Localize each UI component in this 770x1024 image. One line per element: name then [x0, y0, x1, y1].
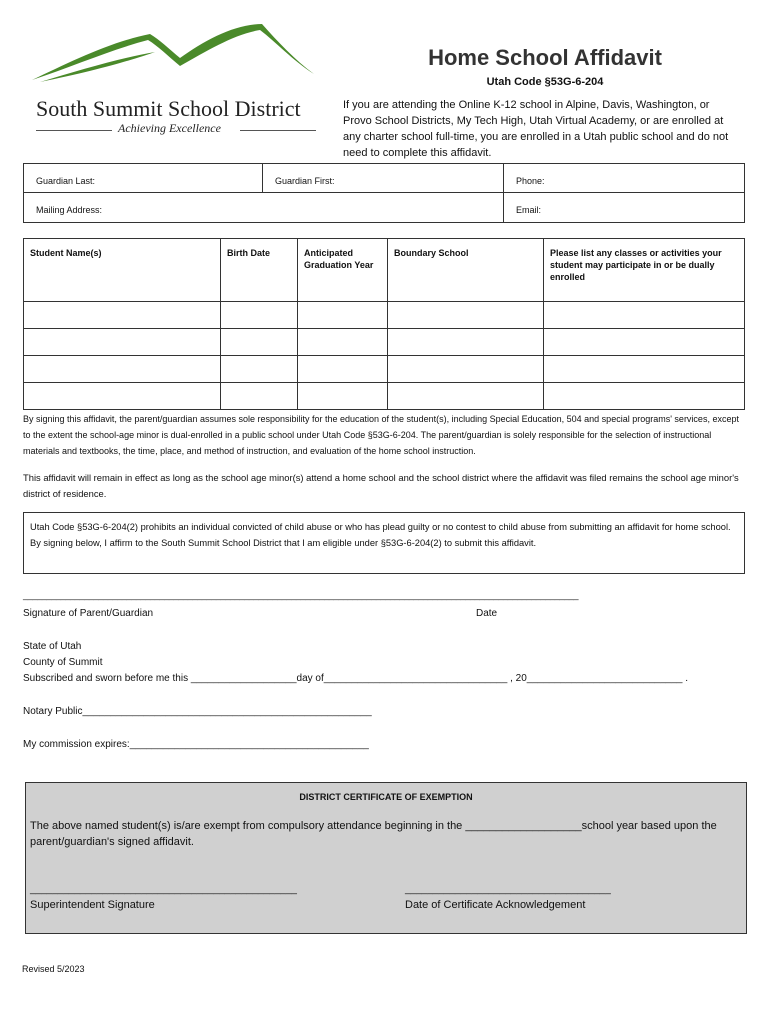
table-cell[interactable]	[221, 302, 298, 329]
certificate-date-line[interactable]: _____________________________________	[405, 884, 611, 895]
commission-expires-line[interactable]: My commission expires:___________________________________________	[23, 739, 369, 750]
table-cell[interactable]	[24, 329, 221, 356]
table-cell[interactable]	[388, 356, 544, 383]
intro-text: If you are attending the Online K-12 school in Alpine, Davis, Washington, or Provo School Districts, My Tech High, Utah Virtual Academy, or are enrolled at any charter school full-time, you are enrolled in a Utah public school and do not need to complete this affidavit.	[343, 99, 729, 159]
table-cell[interactable]	[24, 302, 221, 329]
guardian-first-field[interactable]	[263, 164, 504, 193]
guardian-last-field[interactable]	[24, 164, 263, 193]
table-cell[interactable]	[221, 383, 298, 410]
table-cell[interactable]	[388, 383, 544, 410]
table-cell[interactable]	[298, 383, 388, 410]
table-cell[interactable]	[388, 302, 544, 329]
effect-paragraph: This affidavit will remain in effect as long as the school age minor(s) attend a home school and the school district where the affidavit was filed remains the school age minor's district of residence.	[23, 472, 739, 499]
superintendent-signature-line[interactable]: ________________________________________________	[30, 884, 297, 895]
sworn-line[interactable]: Subscribed and sworn before me this ___________________day of_________________________________ , 20____________________________ .	[23, 673, 689, 684]
email-field[interactable]	[504, 193, 745, 223]
table-cell[interactable]	[544, 383, 745, 410]
mailing-address-label: Mailing Address:	[36, 205, 103, 215]
col-boundary-school: Boundary School	[388, 239, 544, 302]
phone-field[interactable]	[504, 164, 745, 193]
county-text: County of Summit	[23, 657, 103, 668]
table-cell[interactable]	[298, 356, 388, 383]
signature-date-label: Date	[476, 608, 498, 619]
tagline-divider-left	[36, 130, 112, 131]
table-row	[24, 302, 745, 329]
superintendent-signature-label: Superintendent Signature	[30, 899, 155, 911]
page-title: Home School Affidavit	[428, 45, 662, 70]
district-tagline: Achieving Excellence	[118, 121, 221, 135]
guardian-first-label: Guardian First:	[275, 176, 335, 186]
certificate-text: The above named student(s) is/are exempt from compulsory attendance beginning in the ___________________school year based upon the parent/guardian's signed affidavit.	[30, 820, 717, 848]
prohibition-text: Utah Code §53G-6-204(2) prohibits an individual convicted of child abuse or who has plead guilty or no contest to child abuse from submitting an affidavit for home school. By signing below, I affirm to the South Summit School District that I am eligible under §53G-6-204(2) to submit this affidavit.	[30, 522, 731, 548]
col-birth-date: Birth Date	[221, 239, 298, 302]
table-cell[interactable]	[388, 329, 544, 356]
certificate-title: DISTRICT CERTIFICATE OF EXEMPTION	[299, 792, 473, 802]
certificate-box	[25, 782, 747, 934]
table-cell[interactable]	[544, 329, 745, 356]
table-cell[interactable]	[298, 329, 388, 356]
responsibility-paragraph: By signing this affidavit, the parent/guardian assumes sole responsibility for the education of the student(s), including Special Education, 504 and special programs' services, except to the extent the school-age minor is dual-enrolled in a public school under Utah Code §53G-6-204. The parent/guardian is solely responsible for the selection of instructional materials and textbooks, the time, place, and method of instruction, and evaluation of the home school instruction.	[23, 414, 739, 456]
certificate-date-label: Date of Certificate Acknowledgement	[405, 899, 586, 911]
mailing-address-field[interactable]	[24, 193, 504, 223]
students-table	[23, 238, 745, 410]
tagline-divider-right	[240, 130, 316, 131]
notary-public-line[interactable]: Notary Public____________________________________________________	[23, 706, 372, 717]
table-cell[interactable]	[24, 356, 221, 383]
table-cell[interactable]	[544, 302, 745, 329]
table-row	[24, 329, 745, 356]
table-cell[interactable]	[221, 356, 298, 383]
revised-date: Revised 5/2023	[22, 964, 85, 974]
col-graduation-year: Anticipated Graduation Year	[298, 239, 388, 302]
phone-label: Phone:	[516, 176, 545, 186]
state-text: State of Utah	[23, 641, 82, 652]
col-student-names: Student Name(s)	[24, 239, 221, 302]
guardian-last-label: Guardian Last:	[36, 176, 96, 186]
table-row	[24, 356, 745, 383]
table-row	[24, 383, 745, 410]
district-logo-mountains-icon	[30, 22, 320, 90]
guardian-info-table	[23, 163, 745, 223]
district-name: South Summit School District	[36, 96, 301, 121]
table-cell[interactable]	[221, 329, 298, 356]
parent-signature-label: Signature of Parent/Guardian	[23, 608, 154, 619]
email-label: Email:	[516, 205, 542, 215]
table-cell[interactable]	[544, 356, 745, 383]
signature-line[interactable]: ______________________________________________________________________________________________________________________	[23, 590, 579, 600]
table-cell[interactable]	[24, 383, 221, 410]
utah-code-subtitle: Utah Code §53G-6-204	[486, 76, 604, 88]
table-cell[interactable]	[298, 302, 388, 329]
col-classes-activities: Please list any classes or activities your student may participate in or be dually enrolled	[544, 239, 745, 302]
